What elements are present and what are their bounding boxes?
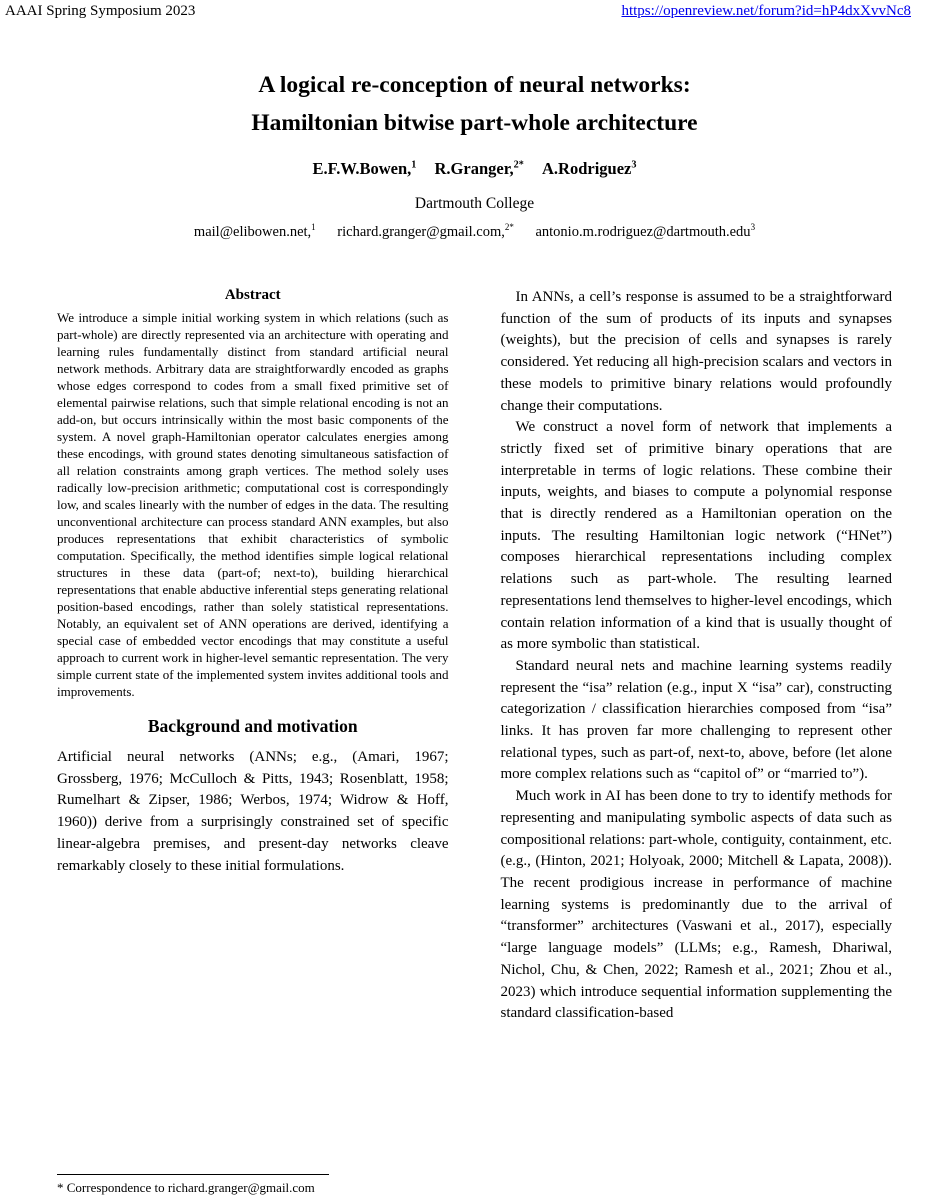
email-rodriguez-address: antonio.m.rodriguez@dartmouth.edu: [535, 224, 751, 240]
background-paragraph: Artificial neural networks (ANNs; e.g., (Amari, 1967; Grossberg, 1976; McCulloch & Pitts, 1943; Rosenblatt, 1958; Rumelhart & Zipser, 1986; Werbos, 1974; Widrow & Hoff, 1960)) derive from a surprisingly constrained set of specific linear-algebra premises, and present-day networks cleave remarkably closely to these initial formulations.: [57, 749, 449, 874]
email-rodriguez: [535, 224, 755, 240]
author-rodriguez-affmark: 3: [631, 159, 637, 171]
author-bowen: [313, 159, 417, 178]
author-granger-affmark: 2*: [513, 159, 524, 171]
paper-title: [0, 66, 949, 142]
correspondence-footnote: * Correspondence to richard.granger@gmail.com: [57, 1180, 315, 1195]
email-granger-affmark: 2*: [504, 222, 514, 233]
affiliation: Dartmouth College: [414, 195, 535, 212]
page-header: [0, 0, 949, 20]
right-paragraph-2: We construct a novel form of network that implements a strictly fixed set of primitive binary operations that are interpretable in terms of logic relations. These combine their inputs, weights, and biases to compute a polynomial response that is directly rendered as a Hamiltonian operation on the inputs. The resulting Hamiltonian logic network (“HNet”) composes hierarchical representations including complex relations such as part-whole. The resulting learned representations lend themselves to higher-level encodings, which contain relation information of a kind that is usually thought of as more symbolic than statistical.: [500, 419, 892, 653]
right-paragraph-1: In ANNs, a cell’s response is assumed to be a straightforward function of the sum of products of its inputs and synapses (weights), but the precision of cells and synapses is rarely considered. Yet reducing all high-precision scalars and vectors in these models to primitive binary relations would profoundly change their computations.: [500, 289, 892, 414]
footnote-divider: [57, 1174, 329, 1175]
email-rodriguez-affmark: 3: [750, 222, 756, 233]
author-rodriguez: [542, 159, 636, 178]
email-bowen-affmark: 1: [311, 222, 316, 233]
title-block: [0, 66, 949, 241]
right-column: [501, 287, 893, 1025]
email-granger-address: richard.granger@gmail.com,: [337, 224, 505, 240]
right-paragraph-3: Standard neural nets and machine learning systems readily represent the “isa” relation (e.g., input X “isa” car), constructing categorization / classification hierarchies composed from “isa” links. It has proven far more challenging to represent other relational types, such as part-of, next-to, above, before (let alone more complex relations such as “capitol of” or “married to”).: [500, 657, 892, 783]
paper-title-line2: Hamiltonian bitwise part-whole architecture: [251, 110, 698, 136]
footnote-block: [57, 1174, 329, 1196]
left-column: [57, 287, 449, 1025]
email-bowen: [194, 224, 316, 240]
two-column-body: [0, 287, 949, 1025]
email-bowen-address: mail@elibowen.net,: [193, 224, 312, 240]
author-bowen-name: E.F.W.Bowen,: [312, 159, 412, 178]
right-paragraph-4: Much work in AI has been done to try to identify methods for representing and manipulating symbolic aspects of data such as compositional relations: part-whole, contiguity, containment, etc. (e.g., (Hinton, 2021; Holyoak, 2000; Mitchell & Lapata, 2008)). The recent prodigious increase in performance of machine learning systems is predominantly due to the arrival of “transformer” architectures (Vaswani et al., 2017), especially “large language models” (LLMs; e.g., Ramesh, Dhariwal, Nichol, Chu, & Chen, 2022; Ramesh et al., 2021; Zhou et al., 2023) which introduce sequential information supplementing the standard classification-based: [500, 788, 892, 1022]
email-line: [0, 224, 949, 241]
email-granger: [337, 224, 514, 240]
openreview-link[interactable]: https://openreview.net/forum?id=hP4dxXvvNc8: [621, 3, 911, 19]
paper-title-line1: A logical re-conception of neural networks:: [258, 72, 691, 98]
author-granger: [435, 159, 524, 178]
abstract-heading: Abstract: [224, 287, 281, 303]
author-bowen-affmark: 1: [411, 159, 417, 171]
conference-label: AAAI Spring Symposium 2023: [5, 3, 196, 19]
abstract-text: We introduce a simple initial working system in which relations (such as part-whole) are directly represented via an architecture with operating and learning rules fundamentally distinct from standard artificial neural network methods. Arbitrary data are straightforwardly encoded as graphs whose edges correspond to codes from a small fixed primitive set of elemental pairwise relations, such that simple relational encoding is not an add-on, but occurs intrinsically within the most basic components of the system. A novel graph-Hamiltonian operator calculates energies among these encodings, with ground states denoting simultaneous satisfaction of all relation constraints among graph vertices. The method solely uses radically low-precision arithmetic; computational cost is correspondingly low, and scales linearly with the number of edges in the data. The resulting unconventional architecture can process standard ANN examples, but also produces representations that exhibit characteristics of symbolic computation. Specifically, the method identifies simple logical relational structures in these data (part-of; next-to), building hierarchical representations that enable abductive inferential steps generating relational position-based encodings, rather than solely statistical representations. Notably, an equivalent set of ANN operations are derived, identifying a special case of embedded vector encodings that may constitute a useful approach to current work in higher-level semantic representation. The very simple current state of the implemented system invites additional tools and improvements.: [57, 310, 449, 699]
section-heading-background: Background and motivation: [147, 716, 358, 736]
author-rodriguez-name: A.Rodriguez: [541, 159, 632, 178]
author-granger-name: R.Granger,: [434, 159, 514, 178]
author-line: [0, 159, 949, 179]
